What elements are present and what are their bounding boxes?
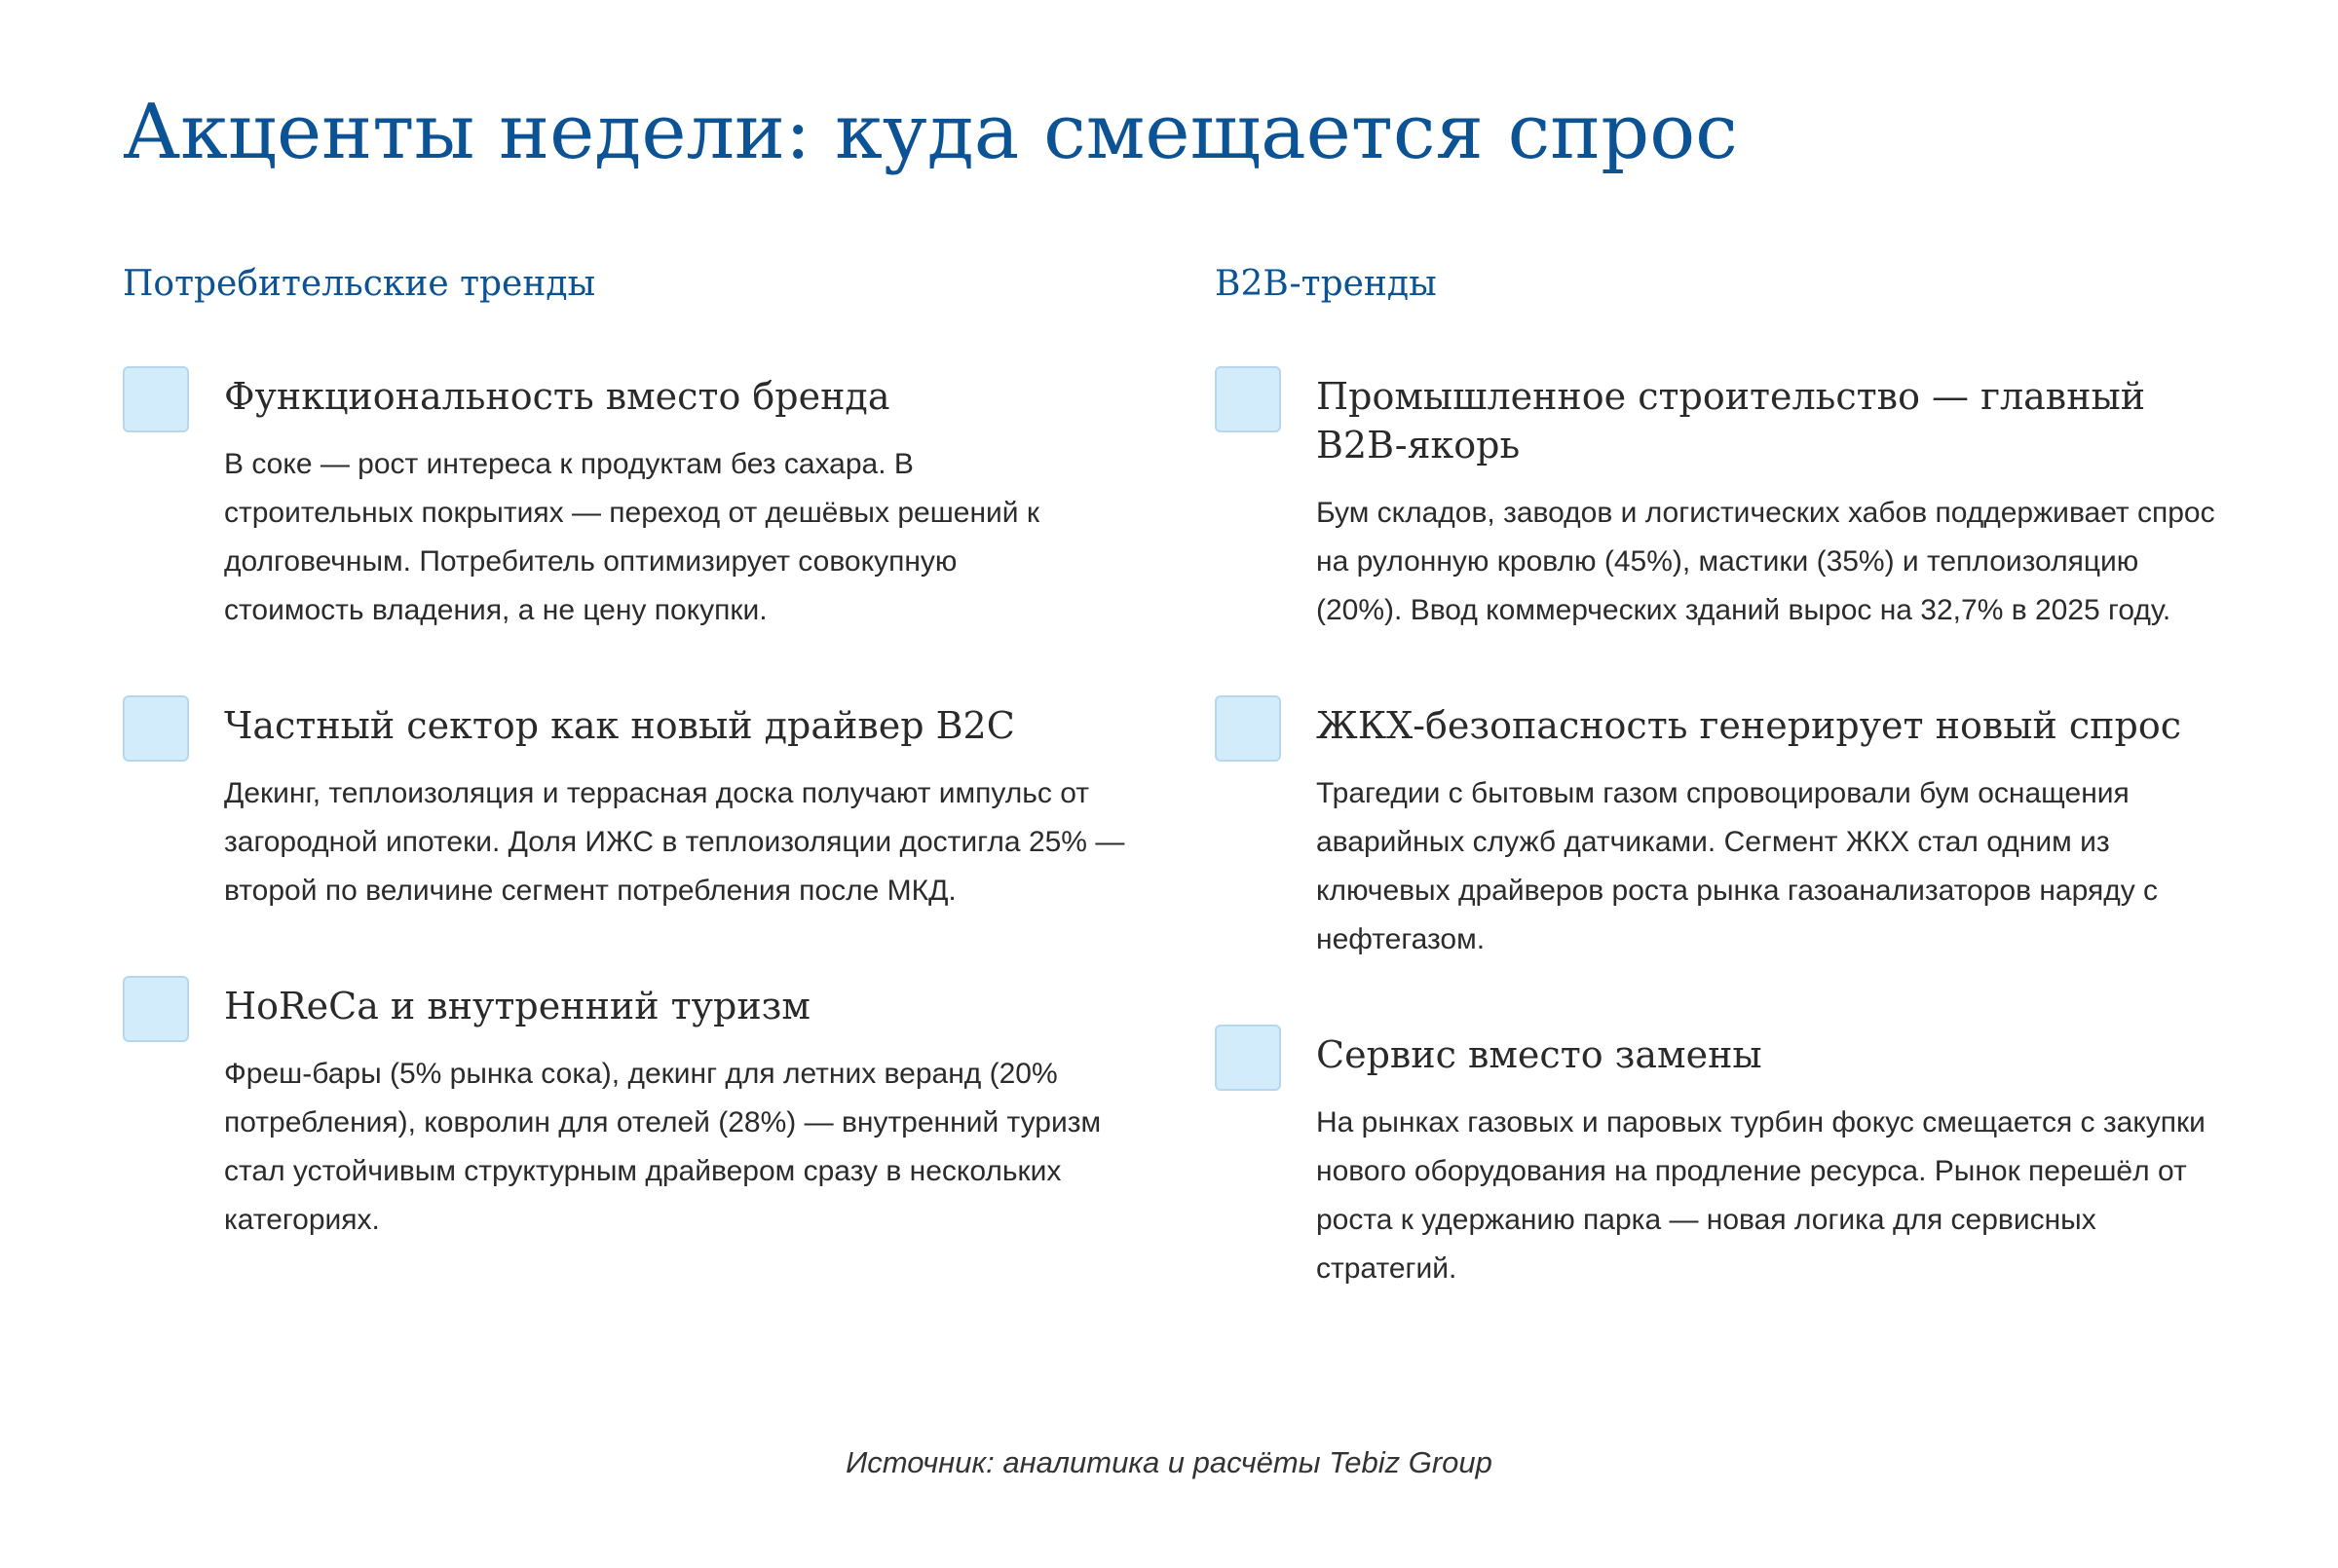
trend-item [1215,364,2247,635]
b2b-trends-heading: B2B-тренды [1215,264,1437,304]
b2b-trends-column [1215,255,2247,1293]
trend-marker-icon [1215,366,1281,432]
trend-text: Трагедии с бытовым газом спровоцировали бум оснащения аварийных служб датчиками. Сегмент ЖКХ стал одним из ключевых драйверов роста рынка газоанализаторов наряду с нефтегазом. [1316,777,2159,955]
trend-text: Бум складов, заводов и логистических хабов поддерживает спрос на рулонную кровлю (45%), мастики (35%) и теплоизоляцию (20%). Ввод коммерческих зданий вырос на 32,7% в 2025 году. [1316,497,2215,626]
trend-title: Промышленное строительство — главный B2B-якорь [1316,375,2146,467]
consumer-trends-column [123,255,1136,1245]
trend-title: ЖКХ-безопасность генерирует новый спрос [1316,704,2181,747]
trend-item [123,364,1136,635]
trend-title: HoReCa и внутренний туризм [224,985,811,1027]
trend-text: В соке — рост интереса к продуктам без сахара. В строительных покрытиях — переход от дешёвых решений к долговечным. Потребитель оптимизирует совокупную стоимость владения, а не цену покупки. [224,448,1039,626]
trend-item [123,974,1136,1245]
trend-item [1215,1023,2247,1293]
trend-marker-icon [1215,1025,1281,1091]
trend-marker-icon [123,366,189,432]
trend-title: Функциональность вместо бренда [224,375,890,418]
trend-marker-icon [123,695,189,762]
trend-title: Частный сектор как новый драйвер B2C [224,704,1015,747]
source-note: Источник: аналитика и расчёты Tebiz Group [846,1445,1492,1479]
trend-item [123,693,1136,915]
trend-text: Фреш-бары (5% рынка сока), декинг для летних веранд (20% потребления), ковролин для отелей (28%) — внутренний туризм стал устойчивым структурным драйвером сразу в нескольких категориях. [224,1058,1102,1236]
trend-item [1215,693,2247,964]
trend-marker-icon [123,976,189,1042]
consumer-trends-heading: Потребительские тренды [123,264,596,304]
trend-text: На рынках газовых и паровых турбин фокус смещается с закупки нового оборудования на продление ресурса. Рынок перешёл от роста к удержанию парка — новая логика для сервисных стратегий. [1316,1106,2206,1285]
trend-marker-icon [1215,695,1281,762]
trend-title: Сервис вместо замены [1316,1033,1762,1076]
page-title: Акценты недели: куда смещается спрос [123,89,1738,176]
trend-text: Декинг, теплоизоляция и террасная доска получают импульс от загородной ипотеки. Доля ИЖС в теплоизоляции достигла 25% — второй по величине сегмент потребления после МКД. [224,777,1125,907]
